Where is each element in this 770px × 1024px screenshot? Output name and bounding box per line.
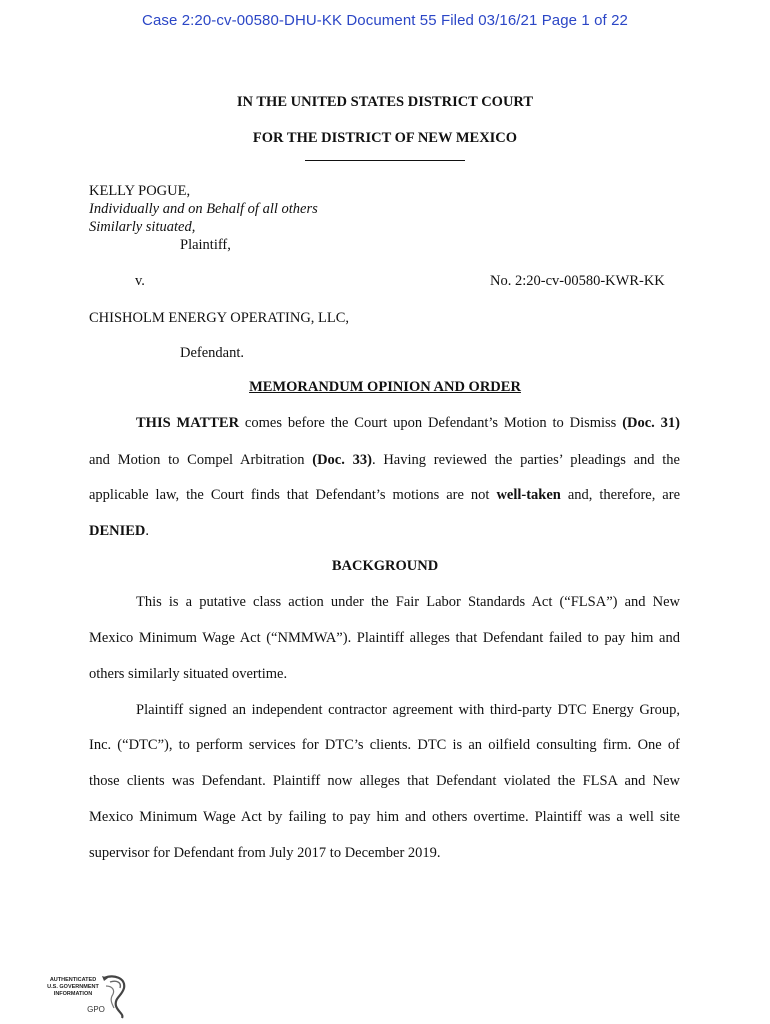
para1-line3-text-a: applicable law, the Court finds that Defendant’s motions are not <box>89 487 497 503</box>
plaintiff-role: Plaintiff, <box>180 237 231 253</box>
eagle-icon <box>102 976 124 1018</box>
para3-line1: Plaintiff signed an independent contractor agreement with third-party DTC Energy Group, <box>136 702 680 718</box>
plaintiff-description-1: Individually and on Behalf of all others <box>89 201 318 217</box>
well-taken-emphasis: well-taken <box>496 487 561 503</box>
para3-line4: Mexico Minimum Wage Act by failing to pay him and others overtime. Plaintiff was a well site <box>89 809 680 825</box>
para1-line1-text: comes before the Court upon Defendant’s Motion to Dismiss <box>239 415 623 431</box>
gpo-logo-line1: AUTHENTICATED <box>49 977 97 983</box>
doc-33-ref: (Doc. 33) <box>312 452 372 468</box>
para1-line2-text-a: and Motion to Compel Arbitration <box>89 452 313 468</box>
para1-line1 <box>136 415 680 432</box>
doc-31-ref: (Doc. 31) <box>622 415 680 431</box>
para1-line2-text-b: . Having reviewed the parties’ pleadings and the <box>371 452 680 468</box>
para3-line2: Inc. (“DTC”), to perform services for DTC’s clients. DTC is an oilfield consulting firm. One of <box>89 737 680 753</box>
para1-line4-period: . <box>145 523 150 539</box>
plaintiff-description-2: Similarly situated, <box>89 219 196 235</box>
gpo-mark: GPO <box>87 1005 105 1014</box>
defendant-name: CHISHOLM ENERGY OPERATING, LLC, <box>89 310 350 326</box>
para2-line1: This is a putative class action under the Fair Labor Standards Act (“FLSA”) and New <box>136 594 680 610</box>
case-number: No. 2:20-cv-00580-KWR-KK <box>490 273 665 289</box>
gpo-logo-line3: INFORMATION <box>53 991 93 997</box>
para3-line3: those clients was Defendant. Plaintiff now alleges that Defendant violated the FLSA and New <box>89 773 680 789</box>
court-name-line1: IN THE UNITED STATES DISTRICT COURT <box>236 94 534 110</box>
versus: v. <box>135 273 145 289</box>
gpo-logo-line2: U.S. GOVERNMENT <box>47 984 99 990</box>
para1-line3 <box>89 487 680 504</box>
para1-line2 <box>89 452 680 469</box>
para3-line5: supervisor for Defendant from July 2017 to December 2019. <box>89 845 441 861</box>
para1-line4 <box>89 523 149 540</box>
plaintiff-name: KELLY POGUE, <box>89 183 191 199</box>
court-name-line2: FOR THE DISTRICT OF NEW MEXICO <box>252 130 518 146</box>
gpo-authentication-logo <box>44 972 130 1020</box>
background-heading: BACKGROUND <box>331 558 439 574</box>
para2-line3: others similarly situated overtime. <box>89 666 288 682</box>
denied-ruling: DENIED <box>89 523 146 539</box>
document-title: MEMORANDUM OPINION AND ORDER <box>249 379 521 395</box>
caption-divider <box>305 160 465 161</box>
defendant-role: Defendant. <box>180 345 245 361</box>
para1-line3-text-b: and, therefore, are <box>560 487 680 503</box>
para2-line2: Mexico Minimum Wage Act (“NMMWA”). Plaintiff alleges that Defendant failed to pay him and <box>89 630 680 646</box>
this-matter-lead: THIS MATTER <box>136 415 240 431</box>
ecf-header-stamp: Case 2:20-cv-00580-DHU-KK Document 55 Filed 03/16/21 Page 1 of 22 <box>142 12 628 29</box>
